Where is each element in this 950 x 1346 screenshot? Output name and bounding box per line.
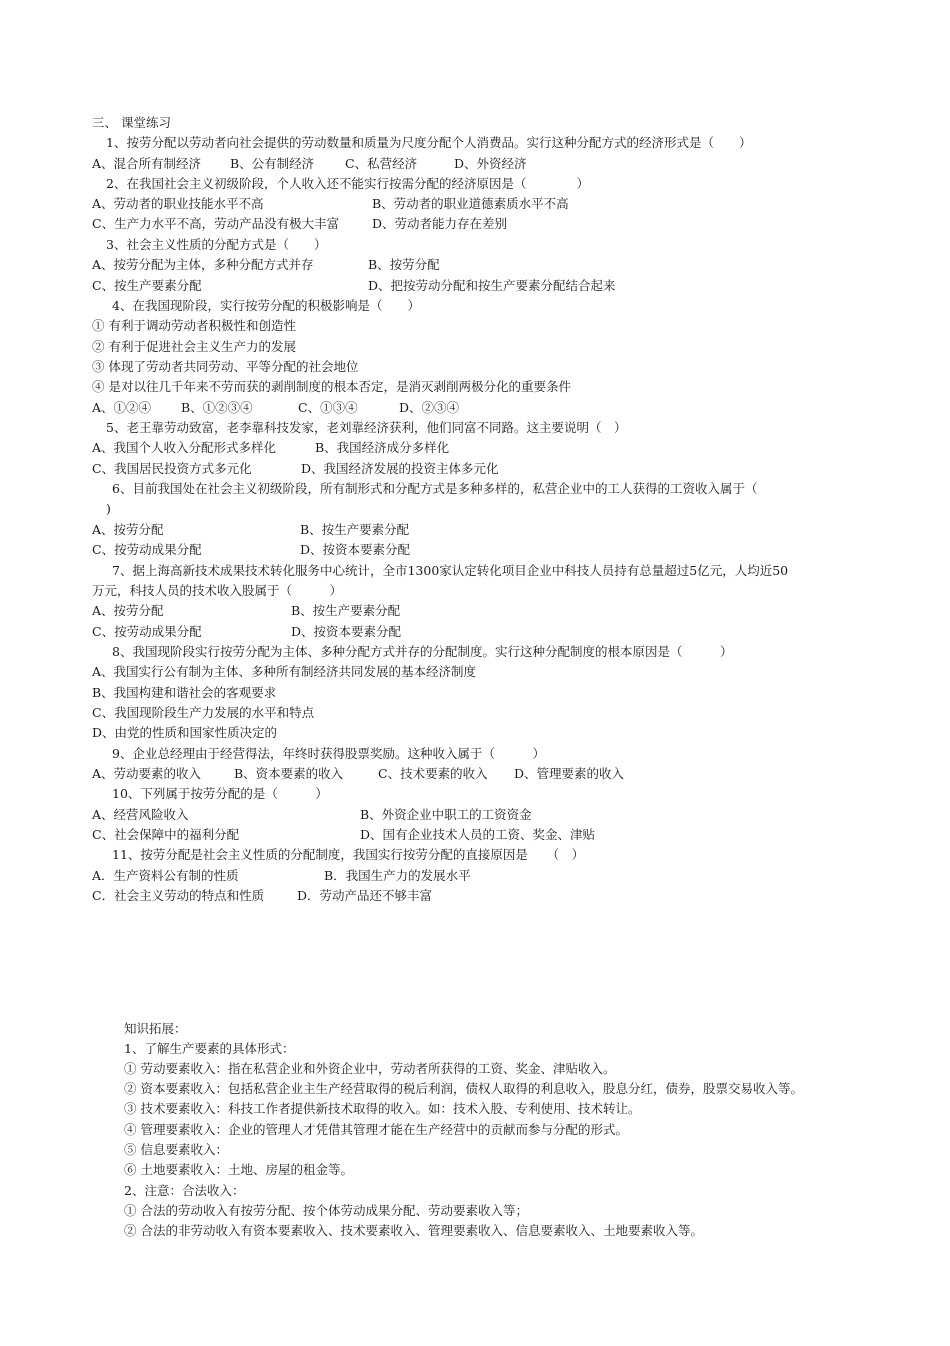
statement-4: ④ 是对以往几千年来不劳而获的剥削制度的根本否定，是消灭剥削两极分化的重要条件	[92, 379, 571, 394]
option-b: B、资本要素的收入	[234, 766, 344, 781]
option-b: B、我国构建和谐社会的客观要求	[92, 685, 277, 700]
knowledge-line: ⑤ 信息要素收入：	[124, 1142, 228, 1157]
question-10-stem: 10、下列属于按劳分配的是（ ）	[112, 786, 328, 801]
option-c: C、我国居民投资方式多元化	[92, 461, 252, 476]
option-b: B、公有制经济	[230, 156, 315, 171]
option-c: C、按生产要素分配	[92, 278, 202, 293]
option-c: C．社会主义劳动的特点和性质	[92, 888, 265, 903]
knowledge-line: ② 资本要素收入：包括私营企业主生产经营取得的税后利润，债权人取得的利息收入，股息分红，债券，股票交易收入等。	[124, 1081, 803, 1096]
option-c: C、①③④	[298, 400, 358, 415]
option-c: C、生产力水平不高，劳动产品没有极大丰富	[92, 216, 340, 231]
option-d: D、劳动者能力存在差别	[372, 216, 508, 231]
option-b: B、外资企业中职工的工资资金	[360, 807, 532, 822]
question-3-stem: 3、社会主义性质的分配方式是（ ）	[106, 237, 327, 252]
option-d: D、把按劳动分配和按生产要素分配结合起来	[368, 278, 616, 293]
option-a: A、劳动要素的收入	[92, 766, 202, 781]
statement-1: ① 有利于调动劳动者积极性和创造性	[92, 318, 296, 333]
option-c: C、我国现阶段生产力发展的水平和特点	[92, 705, 315, 720]
knowledge-line: ① 劳动要素收入：指在私营企业和外资企业中，劳动者所获得的工资、奖金、津贴收入。	[124, 1061, 616, 1076]
option-d: D、按资本要素分配	[291, 624, 402, 639]
option-b: B、按生产要素分配	[291, 603, 401, 618]
option-c: C、社会保障中的福利分配	[92, 827, 240, 842]
option-d: D、管理要素的收入	[514, 766, 625, 781]
knowledge-line: ① 合法的劳动收入有按劳分配、按个体劳动成果分配、劳动要素收入等；	[124, 1203, 528, 1218]
option-a: A、我国实行公有制为主体、多种所有制经济共同发展的基本经济制度	[92, 664, 477, 679]
option-b: B、我国经济成分多样化	[315, 440, 450, 455]
question-5-stem: 5、老王靠劳动致富，老李靠科技发家，老刘靠经济获利，他们同富不同路。这主要说明（ ）	[106, 420, 627, 435]
question-7-stem: 7、据上海高新技术成果技术转化服务中心统计，全市1300家认定转化项目企业中科技人员持有总量超过5亿元，人均近50	[112, 563, 789, 578]
option-d: D、外资经济	[454, 156, 527, 171]
question-7-stem-continued: 万元，科技人员的技术收入股属于（ ）	[92, 583, 343, 598]
knowledge-line: 1、了解生产要素的具体形式：	[124, 1041, 295, 1056]
question-4-stem: 4、在我国现阶段，实行按劳分配的积极影响是（ ）	[112, 298, 420, 313]
option-b: B、劳动者的职业道德素质水平不高	[372, 196, 569, 211]
option-a: A．生产资料公有制的性质	[92, 868, 239, 883]
option-a: A、混合所有制经济	[92, 156, 202, 171]
question-11-stem: 11、按劳分配是社会主义性质的分配制度，我国实行按劳分配的直接原因是 （ ）	[112, 847, 585, 862]
option-d: D．劳动产品还不够丰富	[297, 888, 433, 903]
knowledge-line: 2、注意：合法收入：	[124, 1183, 245, 1198]
option-b: B、按生产要素分配	[300, 522, 410, 537]
option-b: B、①②③④	[181, 400, 253, 415]
option-c: C、技术要素的收入	[378, 766, 488, 781]
option-d: D、我国经济发展的投资主体多元化	[301, 461, 499, 476]
option-c: C、按劳动成果分配	[92, 542, 202, 557]
option-b: B、按劳分配	[368, 257, 440, 272]
question-2-stem: 2、在我国社会主义初级阶段，个人收入还不能实行按需分配的经济原因是（ ）	[106, 176, 589, 191]
question-9-stem: 9、企业总经理由于经营得法，年终时获得股票奖励。这种收入属于（ ）	[112, 746, 545, 761]
option-c: C、按劳动成果分配	[92, 624, 202, 639]
option-d: D、由党的性质和国家性质决定的	[92, 725, 278, 740]
option-a: A、按劳分配为主体，多种分配方式并存	[92, 257, 314, 272]
question-6-stem: 6、目前我国处在社会主义初级阶段，所有制形式和分配方式是多种多样的，私营企业中的工人获得的工资收入属于（	[112, 481, 758, 496]
question-1-stem: 1、按劳分配以劳动者向社会提供的劳动数量和质量为尺度分配个人消费品。实行这种分配方式的经济形式是（ ）	[106, 135, 752, 150]
knowledge-title: 知识拓展：	[124, 1021, 187, 1036]
option-a: A、按劳分配	[92, 603, 164, 618]
option-d: D、国有企业技术人员的工资、奖金、津贴	[360, 827, 596, 842]
option-a: A、经营风险收入	[92, 807, 189, 822]
question-6-stem-continued: )	[106, 501, 111, 516]
option-a: A、①②④	[92, 400, 152, 415]
statement-2: ② 有利于促进社会主义生产力的发展	[92, 339, 296, 354]
question-8-stem: 8、我国现阶段实行按劳分配为主体、多种分配方式并存的分配制度。实行这种分配制度的根本原因是（ ）	[112, 644, 733, 659]
knowledge-line: ④ 管理要素收入：企业的管理人才凭借其管理才能在生产经营中的贡献而参与分配的形式。	[124, 1122, 628, 1137]
option-a: A、劳动者的职业技能水平不高	[92, 196, 264, 211]
knowledge-line: ③ 技术要素收入：科技工作者提供新技术取得的收入。如：技术入股、专利使用、技术转让。	[124, 1101, 641, 1116]
knowledge-line: ⑥ 土地要素收入：土地、房屋的租金等。	[124, 1162, 353, 1177]
option-b: B．我国生产力的发展水平	[324, 868, 471, 883]
option-a: A、按劳分配	[92, 522, 164, 537]
option-a: A、我国个人收入分配形式多样化	[92, 440, 277, 455]
option-d: D、按资本要素分配	[300, 542, 411, 557]
knowledge-line: ② 合法的非劳动收入有资本要素收入、技术要素收入、管理要素收入、信息要素收入、土地要素收入等。	[124, 1223, 703, 1238]
option-c: C、私营经济	[345, 156, 418, 171]
statement-3: ③ 体现了劳动者共同劳动、平等分配的社会地位	[92, 359, 359, 374]
section-title: 三、 课堂练习	[92, 115, 171, 130]
option-d: D、②③④	[399, 400, 460, 415]
